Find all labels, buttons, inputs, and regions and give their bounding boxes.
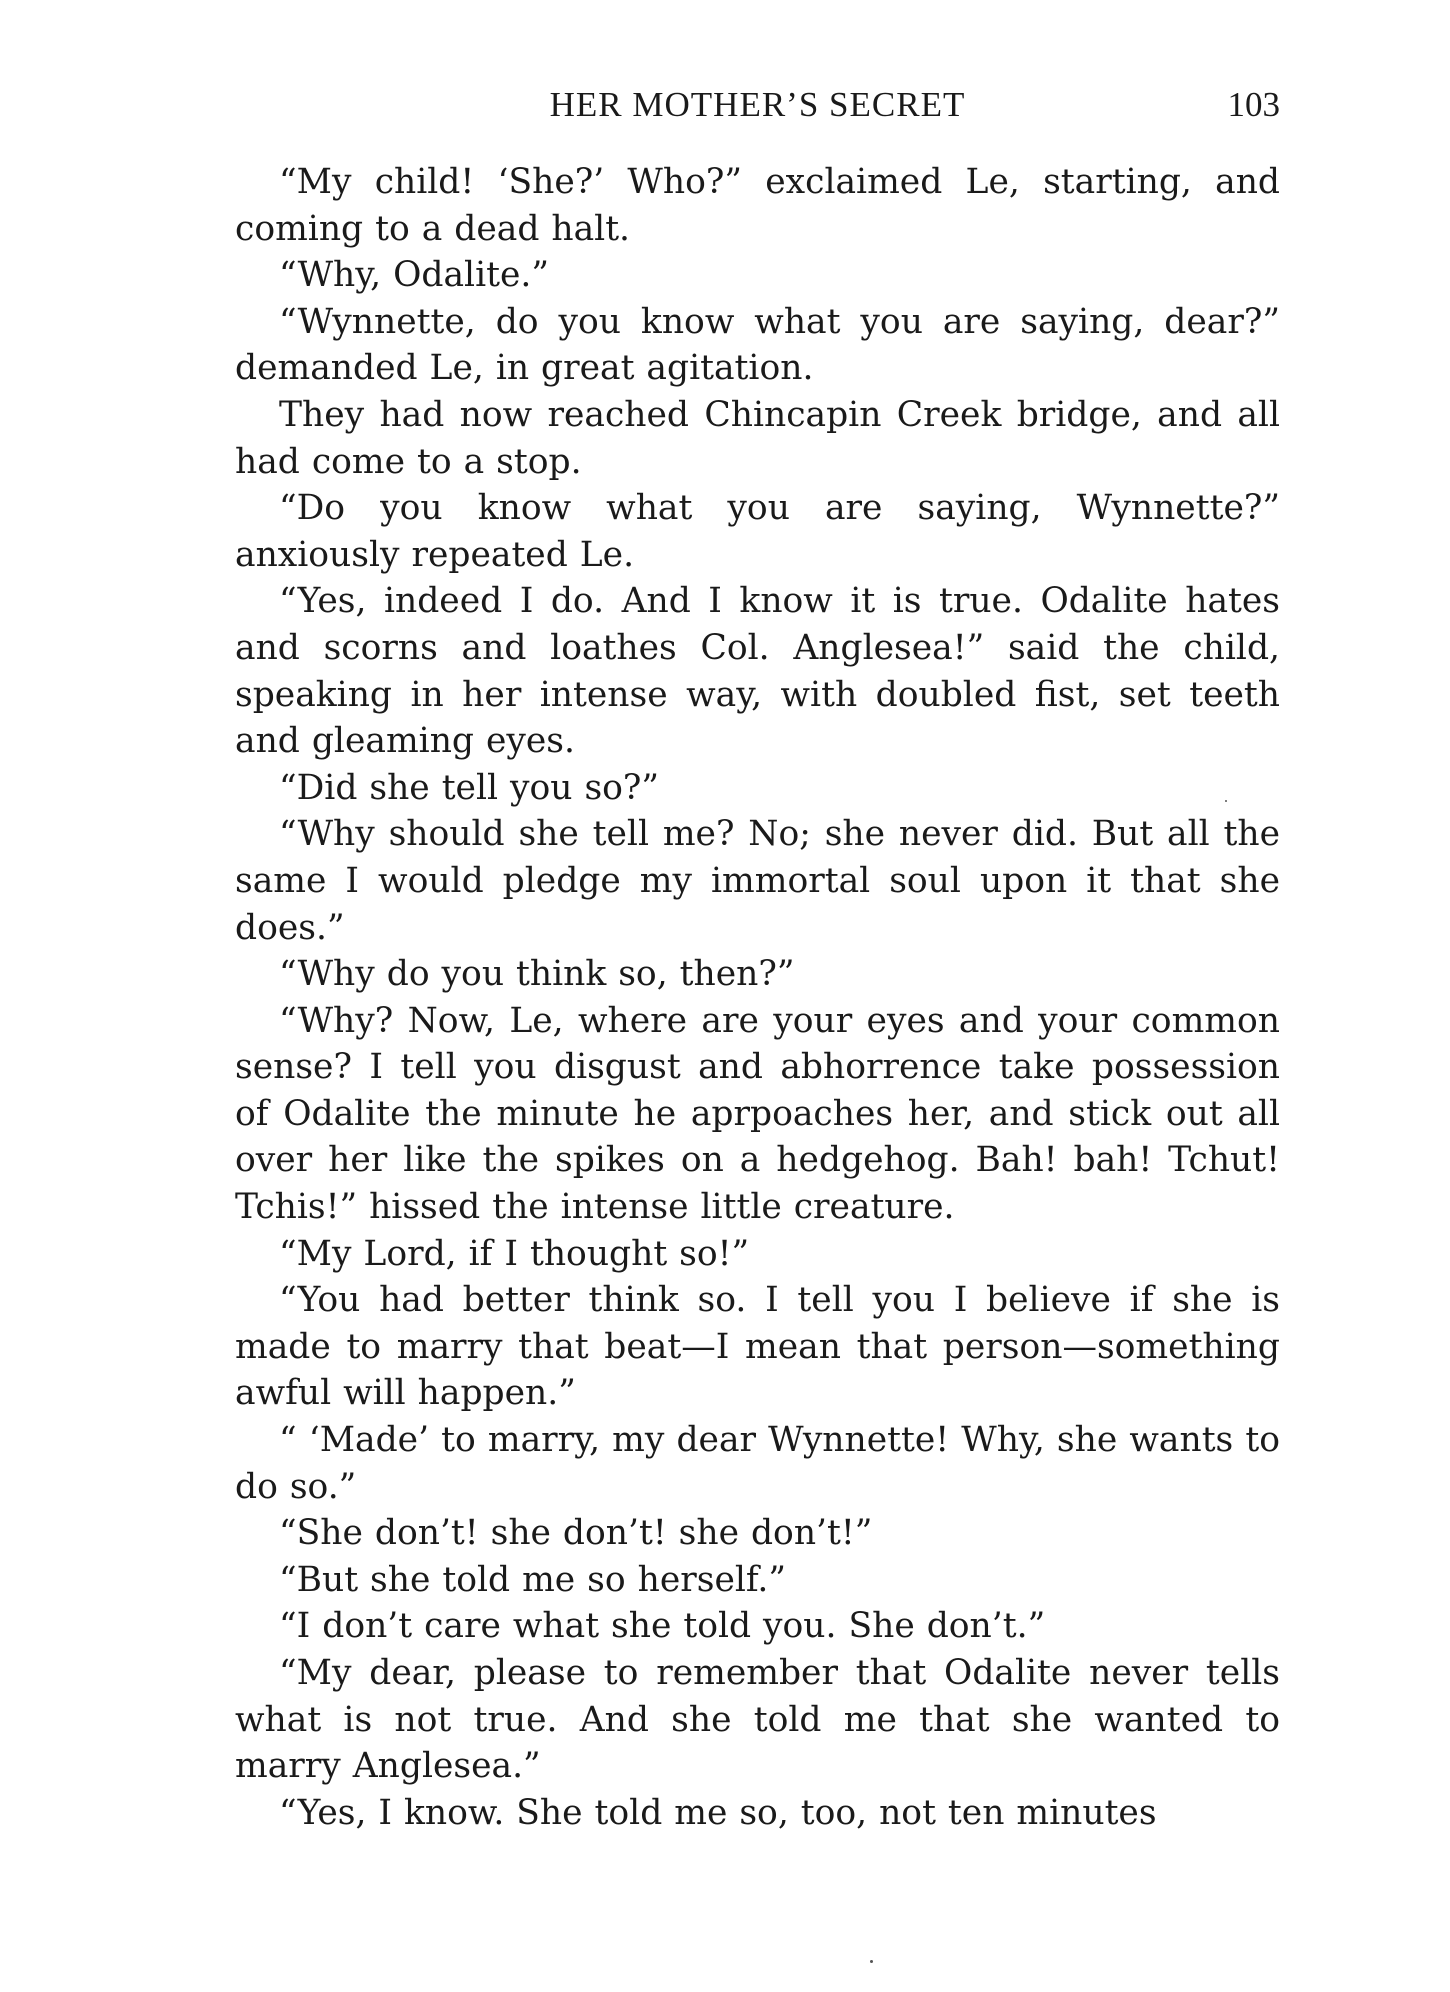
- paragraph: “My child! ‘She?’ Who?” exclaimed Le, starting, and coming to a dead halt.: [235, 162, 1280, 249]
- paragraph: “My dear, please to remember that Odalite never tells what is not true. And she told me that she wanted to marry Anglesea.”: [235, 1653, 1280, 1787]
- paragraph: “Did she tell you so?”: [279, 767, 660, 808]
- page-number: 103: [1227, 85, 1280, 124]
- paragraph: “Why should she tell me? No; she never did. But all the same I would pledge my immortal soul upon it that she does.”: [235, 814, 1280, 948]
- paragraph: “I don’t care what she told you. She don’t.”: [279, 1606, 1046, 1647]
- paragraph: “Do you know what you are saying, Wynnette?” anxiously repeated Le.: [235, 488, 1280, 575]
- paragraph: “Yes, I know. She told me so, too, not ten minutes: [279, 1792, 1157, 1833]
- paragraph: They had now reached Chincapin Creek bridge, and all had come to a stop.: [235, 394, 1280, 482]
- paragraph: “Wynnette, do you know what you are saying, dear?” demanded Le, in great agitation.: [235, 301, 1280, 389]
- running-title: HER MOTHER’S SECRET: [549, 85, 966, 124]
- paragraph: “My Lord, if I thought so!”: [279, 1233, 750, 1274]
- paragraph: “She don’t! she don’t! she don’t!”: [279, 1513, 873, 1554]
- paragraph: “Why, Odalite.”: [279, 255, 550, 296]
- paper-speck: [1225, 800, 1227, 802]
- body-text: [235, 159, 1280, 1836]
- paper-speck: [870, 1960, 873, 1963]
- paragraph: “You had better think so. I tell you I believe if she is made to marry that beat—I mean that person—something awful will happen.”: [235, 1280, 1280, 1414]
- paragraph: “ ‘Made’ to marry, my dear Wynnette! Why, she wants to do so.”: [235, 1420, 1280, 1507]
- running-head: [235, 80, 1280, 130]
- paragraph: “Why? Now, Le, where are your eyes and your common sense? I tell you disgust and abhorrence take possession of Odalite the minute he aprpoaches her, and stick out all over her like the spikes on a hedgehog. Bah! bah! Tchut! Tchis!” hissed the intense little creature.: [235, 1000, 1280, 1228]
- paragraph: “Yes, indeed I do. And I know it is true. Odalite hates and scorns and loathes Col. Anglesea!” said the child, speaking in her intense way, with doubled fist, set teeth and gleaming eyes.: [235, 581, 1280, 762]
- paragraph: “Why do you think so, then?”: [279, 954, 795, 995]
- paragraph: “But she told me so herself.”: [279, 1559, 787, 1600]
